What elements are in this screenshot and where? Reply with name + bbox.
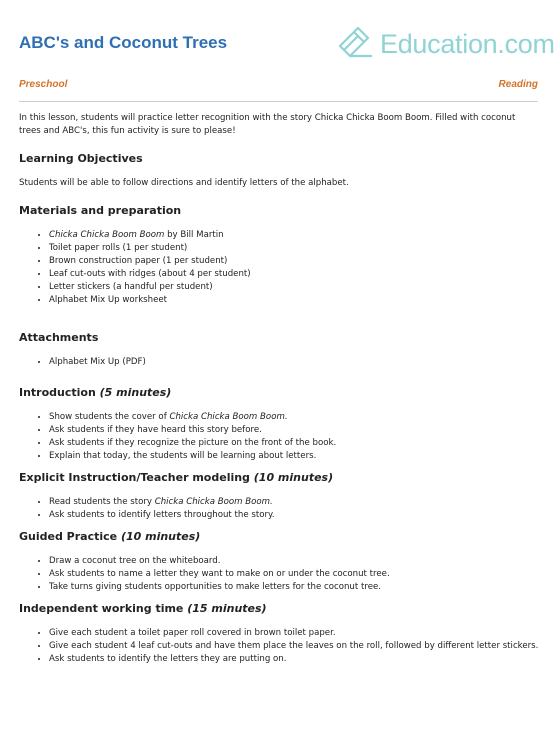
introduction-heading: Introduction (5 minutes) [19, 386, 172, 399]
grade-label: Preschool [19, 79, 68, 90]
objectives-section [19, 152, 539, 190]
attachments-list [19, 356, 539, 369]
guided-section [19, 530, 539, 594]
objectives-text: Students will be able to follow directions and identify letters of the alphabet. [19, 178, 349, 188]
pencil-icon [336, 26, 376, 60]
list-item: • Give each student 4 leaf cut-outs and have them place the leaves on the roll, followed by different letter stickers. [49, 640, 539, 653]
materials-section [19, 204, 539, 307]
list-item: • Letter stickers (a handful per student) [49, 281, 539, 294]
introduction-duration: (5 minutes) [99, 386, 172, 399]
explicit-list [19, 496, 539, 522]
list-item: • Leaf cut-outs with ridges (about 4 per student) [49, 268, 539, 281]
divider [19, 101, 538, 102]
explicit-heading: Explicit Instruction/Teacher modeling (10 minutes) [19, 471, 334, 484]
guided-list [19, 555, 539, 594]
intro-paragraph: In this lesson, students will practice letter recognition with the story Chicka Chicka Boom Boom. Filled with coconut trees and ABC's, this fun activity is sure to please! [19, 113, 516, 136]
list-item: • Read students the story Chicka Chicka Boom Boom. [49, 496, 539, 509]
list-item: • Draw a coconut tree on the whiteboard. [49, 555, 539, 568]
lesson-meta [19, 79, 538, 93]
independent-section [19, 602, 539, 666]
list-item: • Ask students to identify the letters they are putting on. [49, 653, 539, 666]
guided-heading: Guided Practice (10 minutes) [19, 530, 201, 543]
explicit-duration: (10 minutes) [253, 471, 334, 484]
list-item: • Take turns giving students opportunities to make letters for the coconut tree. [49, 581, 539, 594]
list-item: • Give each student a toilet paper roll covered in brown toilet paper. [49, 627, 539, 640]
book-title: Chicka Chicka Boom Boom [49, 230, 165, 240]
materials-list [19, 229, 539, 307]
list-item: • Alphabet Mix Up worksheet [49, 294, 539, 307]
materials-heading: Materials and preparation [19, 204, 182, 217]
list-item: • Ask students to name a letter they want to make on or under the coconut tree. [49, 568, 539, 581]
introduction-list [19, 411, 539, 463]
independent-list [19, 627, 539, 666]
page-title: ABC's and Coconut Trees [19, 33, 228, 52]
logo-text: Education.com [380, 29, 555, 59]
lesson-content [19, 112, 539, 674]
list-item: • Toilet paper rolls (1 per student) [49, 242, 539, 255]
attachments-heading: Attachments [19, 331, 99, 344]
list-item: • Explain that today, the students will be learning about letters. [49, 450, 539, 463]
list-item: • Ask students to identify letters throughout the story. [49, 509, 539, 522]
independent-duration: (15 minutes) [187, 602, 267, 615]
attachments-section [19, 331, 539, 369]
introduction-section [19, 386, 539, 463]
explicit-section [19, 471, 539, 522]
subject-label: Reading [498, 79, 538, 90]
independent-heading: Independent working time (15 minutes) [19, 602, 267, 615]
attachment-link[interactable]: • Alphabet Mix Up (PDF) [49, 356, 539, 369]
list-item: • Brown construction paper (1 per student) [49, 255, 539, 268]
objectives-heading: Learning Objectives [19, 152, 143, 165]
guided-duration: (10 minutes) [120, 530, 201, 543]
book-author: by Bill Martin [164, 230, 224, 240]
list-item: • Ask students if they recognize the picture on the front of the book. [49, 437, 539, 450]
page-header [0, 0, 557, 75]
list-item: • Show students the cover of Chicka Chicka Boom Boom. [49, 411, 539, 424]
list-item: • Ask students if they have heard this story before. [49, 424, 539, 437]
list-item [49, 229, 539, 242]
